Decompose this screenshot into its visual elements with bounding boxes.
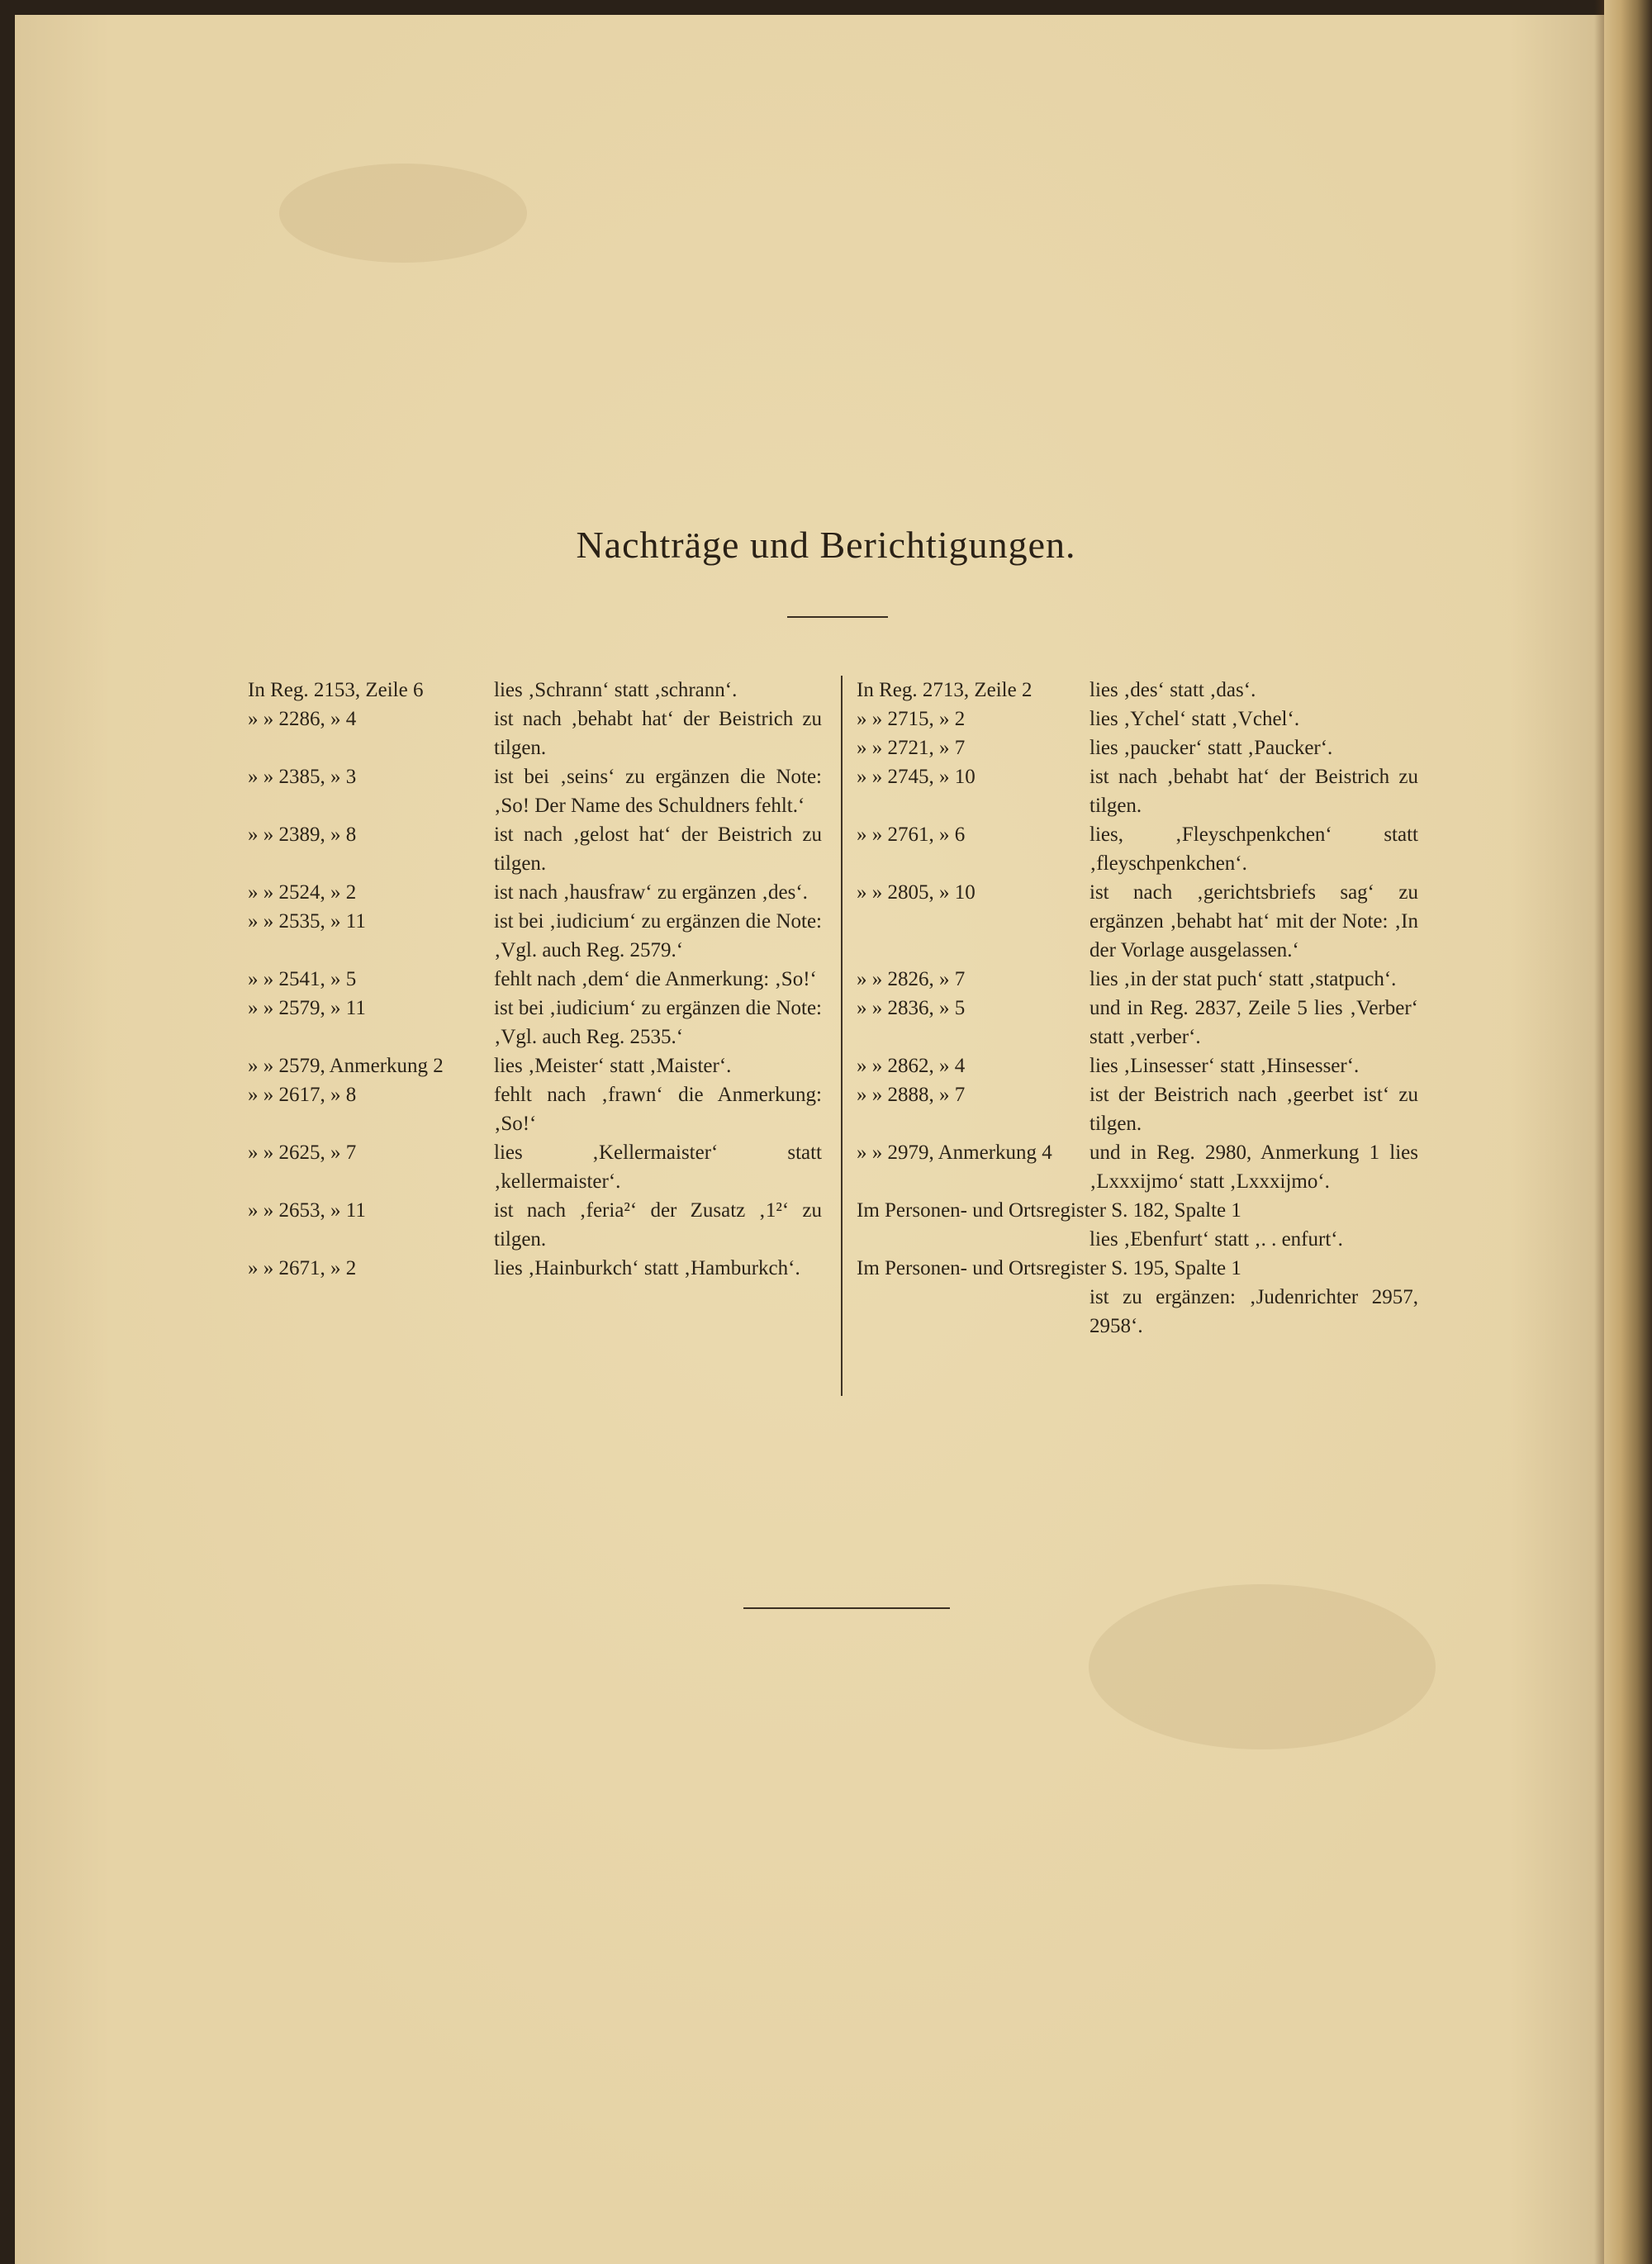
entry-text: lies ‚Linsesser‘ statt ‚Hinsesser‘.: [1089, 1055, 1360, 1077]
binding-edge: [1604, 0, 1652, 2264]
entry-text: ist nach ‚behabt hat‘ der Beistrich zu tilgen.: [1089, 766, 1418, 817]
errata-entry: [857, 762, 1418, 820]
errata-entry: [857, 820, 1418, 878]
entry-reference: » » 2617, » 8: [248, 1084, 357, 1106]
entry-reference: Im Personen- und Ortsregister S. 182, Spalte 1: [857, 1199, 1241, 1222]
entry-reference: » » 2862, » 4: [857, 1055, 966, 1077]
errata-entry: [857, 1138, 1418, 1196]
entry-text: lies ‚Ebenfurt‘ statt ‚. . enfurt‘.: [1089, 1228, 1343, 1251]
title-rule: [787, 616, 888, 618]
page-title: Nachträge und Berichtigungen.: [576, 524, 1076, 566]
entry-reference: » » 2745, » 10: [857, 766, 976, 788]
entry-text: fehlt nach ‚frawn‘ die Anmerkung: ‚So!‘: [494, 1084, 822, 1135]
entry-text: ist bei ‚iudicium‘ zu ergänzen die Note: ‚Vgl. auch Reg. 2579.‘: [494, 910, 822, 961]
entry-text: lies ‚Schrann‘ statt ‚schrann‘.: [494, 679, 738, 701]
entry-reference: » » 2836, » 5: [857, 997, 966, 1019]
errata-entry: [857, 965, 1418, 994]
errata-entry: [248, 1138, 822, 1196]
errata-entry: [248, 762, 822, 820]
entry-reference: » » 2389, » 8: [248, 823, 357, 846]
entry-reference: » » 2579, » 11: [248, 997, 366, 1019]
end-rule: [743, 1607, 950, 1609]
errata-entry: [857, 994, 1418, 1051]
entry-reference: » » 2625, » 7: [248, 1141, 357, 1164]
entry-reference: » » 2671, » 2: [248, 1257, 357, 1279]
entry-reference: » » 2286, » 4: [248, 708, 357, 730]
paper-stain: [279, 164, 527, 263]
entry-text: lies ‚des‘ statt ‚das‘.: [1089, 679, 1256, 701]
errata-entry: [248, 705, 822, 762]
entry-text: fehlt nach ‚dem‘ die Anmerkung: ‚So!‘: [494, 968, 817, 990]
entry-text: ist nach ‚gelost hat‘ der Beistrich zu tilgen.: [494, 823, 822, 875]
gutter-shadow: [1594, 0, 1604, 2264]
errata-entry: [248, 1051, 822, 1080]
entry-reference: » » 2579, Anmerkung 2: [248, 1055, 444, 1077]
entry-reference: Im Personen- und Ortsregister S. 195, Spalte 1: [857, 1257, 1241, 1279]
errata-entry: [857, 1051, 1418, 1080]
entry-text: ist zu ergänzen: ‚Judenrichter 2957, 2958‘.: [1089, 1286, 1418, 1337]
errata-entry: [248, 1196, 822, 1254]
entry-reference: » » 2653, » 11: [248, 1199, 366, 1222]
entry-text: lies ‚Ychel‘ statt ‚Vchel‘.: [1089, 708, 1300, 730]
errata-entry: [248, 1080, 822, 1138]
errata-entry: [248, 820, 822, 878]
entry-text: lies ‚Meister‘ statt ‚Maister‘.: [494, 1055, 732, 1077]
errata-entry: [857, 1080, 1418, 1138]
entry-text: ist nach ‚hausfraw‘ zu ergänzen ‚des‘.: [494, 881, 808, 904]
errata-entry: [248, 676, 822, 705]
entry-reference: » » 2888, » 7: [857, 1084, 966, 1106]
entry-text: ist nach ‚feria²‘ der Zusatz ‚1²‘ zu tilgen.: [494, 1199, 822, 1251]
entry-reference: » » 2524, » 2: [248, 881, 357, 904]
errata-entry: [248, 878, 822, 907]
entry-reference: » » 2761, » 6: [857, 823, 966, 846]
column-divider: [841, 676, 843, 1396]
entry-text: ist nach ‚behabt hat‘ der Beistrich zu tilgen.: [494, 708, 822, 759]
errata-entry: [248, 965, 822, 994]
entry-text: lies ‚Kellermaister‘ statt ‚kellermaister‘.: [494, 1141, 822, 1193]
entry-reference: In Reg. 2713, Zeile 2: [857, 679, 1032, 701]
errata-entry: [857, 878, 1418, 965]
entry-text: und in Reg. 2837, Zeile 5 lies ‚Verber‘ statt ‚verber‘.: [1089, 997, 1418, 1048]
left-column: [248, 676, 822, 1283]
entry-text: ist der Beistrich nach ‚geerbet ist‘ zu tilgen.: [1089, 1084, 1418, 1135]
errata-entry: [857, 1254, 1418, 1341]
errata-entry: [857, 676, 1418, 705]
entry-reference: » » 2541, » 5: [248, 968, 357, 990]
errata-entry: [248, 907, 822, 965]
entry-text: lies ‚Hainburkch‘ statt ‚Hamburkch‘.: [494, 1257, 800, 1279]
errata-entry: [857, 705, 1418, 733]
entry-reference: » » 2979, Anmerkung 4: [857, 1141, 1052, 1164]
entry-text: ist nach ‚gerichtsbriefs sag‘ zu ergänzen ‚behabt hat‘ mit der Note: ‚In der Vorlage ausgelassen.‘: [1089, 881, 1418, 961]
entry-text: und in Reg. 2980, Anmerkung 1 lies ‚Lxxxijmo‘ statt ‚Lxxxijmo‘.: [1089, 1141, 1418, 1193]
entry-text: ist bei ‚iudicium‘ zu ergänzen die Note: ‚Vgl. auch Reg. 2535.‘: [494, 997, 822, 1048]
entry-reference: » » 2385, » 3: [248, 766, 357, 788]
entry-reference: In Reg. 2153, Zeile 6: [248, 679, 424, 701]
entry-reference: » » 2805, » 10: [857, 881, 976, 904]
right-column: [857, 676, 1418, 1341]
entry-reference: » » 2715, » 2: [857, 708, 966, 730]
errata-entry: [857, 1196, 1418, 1254]
entry-reference: » » 2826, » 7: [857, 968, 966, 990]
errata-entry: [857, 733, 1418, 762]
entry-text: lies ‚in der stat puch‘ statt ‚statpuch‘.: [1089, 968, 1397, 990]
entry-reference: » » 2535, » 11: [248, 910, 366, 933]
paper-stain: [1089, 1584, 1436, 1749]
errata-entry: [248, 1254, 822, 1283]
errata-entry: [248, 994, 822, 1051]
entry-text: ist bei ‚seins‘ zu ergänzen die Note: ‚So! Der Name des Schuldners fehlt.‘: [494, 766, 822, 817]
entry-reference: » » 2721, » 7: [857, 737, 966, 759]
entry-text: lies, ‚Fleyschpenkchen‘ statt ‚fleyschpenkchen‘.: [1089, 823, 1418, 875]
entry-text: lies ‚paucker‘ statt ‚Paucker‘.: [1089, 737, 1333, 759]
